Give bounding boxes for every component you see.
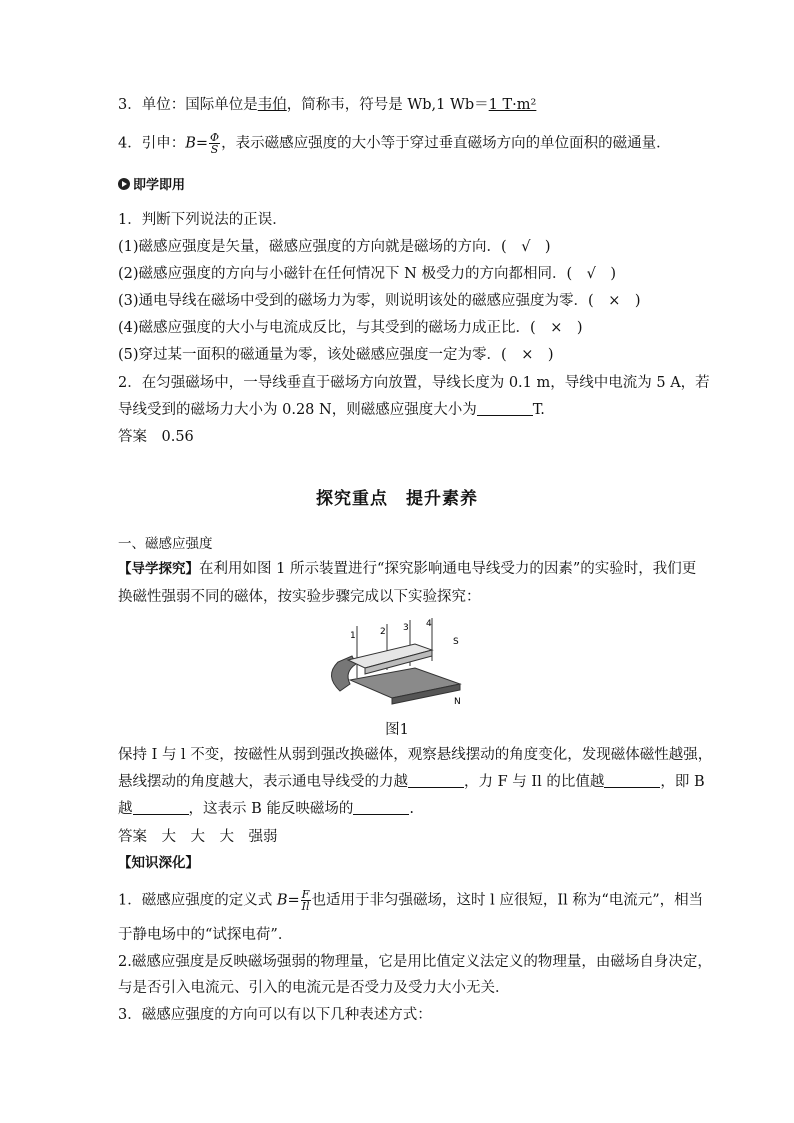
q2-line2: 导线受到的磁场力大小为 0.28 N，则磁感应强度大小为 T. [118,402,545,418]
keep-line2: 悬线摆动的角度越大，表示通电导线受的力越 ，力 F 与 Il 的比值越 ，即 B [118,774,705,790]
unit-name: 韦伯 [257,97,287,113]
item3-unit: 3．单位：国际单位是韦伯，简称韦，符号是 Wb,1 Wb＝1 T·m² [118,97,537,113]
wire-label-1: 1 [350,631,356,641]
answer-2: 答案 大 大 大 强弱 [118,829,278,845]
answer-blank [133,800,189,815]
deep1-line2: 于静电场中的“试探电荷”． [118,927,293,943]
answer-1: 答案 0.56 [118,429,194,445]
judgment-5: (5)穿过某一面积的磁通量为零，该处磁感应强度一定为零．( × ) [118,347,554,363]
answer-blank [353,800,409,815]
judgment-1: (1)磁感应强度是矢量，磁感应强度的方向就是磁场的方向．( √ ) [118,239,551,255]
play-icon [118,178,130,190]
fraction-f-over-il: $\frac{F}{Il}$ [301,888,310,913]
answer-blank [477,401,533,416]
guide-label: 【导学探究】 [118,561,199,577]
guide-line2: 换磁性强弱不同的磁体，按实验步骤完成以下实验探究： [118,589,481,605]
pole-s-label: S [453,637,459,647]
judgment-4: (4)磁感应强度的大小与电流成反比，与其受到的磁场力成正比．( × ) [118,320,583,336]
section-heading: 探究重点 提升素养 [316,489,478,509]
section1-title: 一、磁感应强度 [118,536,213,552]
q1-intro: 1．判断下列说法的正误． [118,212,287,228]
figure-caption: 图1 [385,722,409,738]
judgment-2: (2)磁感应强度的方向与小磁针在任何情况下 N 极受力的方向都相同．( √ ) [118,266,616,282]
pole-n-label: N [454,697,461,707]
fraction-phi-over-s: $\frac{\Phi}{S}$ [210,131,220,156]
q2-line1: 2．在匀强磁场中，一导线垂直于磁场方向放置，导线长度为 0.1 m，导线中电流为 5 A，若 [118,375,710,391]
deep2-line2: 与是否引入电流元、引入的电流元是否受力及受力大小无关． [118,980,510,996]
answer-blank [604,773,660,788]
keep-line1: 保持 I 与 l 不变，按磁性从弱到强改换磁体，观察悬线摆动的角度变化，发现磁体磁性越强， [118,747,713,763]
item4-extension: 4．引申：B= $\frac{\Phi}{S}$ ，表示磁感应强度的大小等于穿过垂直磁场方向的单位面积的磁通量． [118,131,671,156]
answer-blank [408,773,464,788]
magnet-apparatus-figure [320,616,470,711]
deep1-line1: 1．磁感应强度的定义式 B= $\frac{F}{Il}$ 也适用于非匀强磁场，这时 l 应很短，Il 称为“电流元”，相当 [118,888,704,913]
deepen-label: 【知识深化】 [118,855,199,871]
wire-label-2: 2 [380,627,386,637]
unit-value: 1 T·m² [488,97,537,113]
judgment-3: (3)通电导线在磁场中受到的磁场力为零，则说明该处的磁感应强度为零．( × ) [118,293,641,309]
keep-line3: 越 ，这表示 B 能反映磁场的 . [118,801,414,817]
wire-label-4: 4 [426,619,432,629]
deep2-line1: 2.磁感应强度是反映磁场强弱的物理量，它是用比值定义法定义的物理量，由磁场自身决定， [118,954,712,970]
deep3: 3．磁感应强度的方向可以有以下几种表述方式： [118,1007,432,1023]
learn-title: 即学即用 [118,176,185,196]
guide-line1: 【导学探究】在利用如图 1 所示装置进行“探究影响通电导线受力的因素”的实验时，我们更 [118,561,697,577]
wire-label-3: 3 [403,623,409,633]
